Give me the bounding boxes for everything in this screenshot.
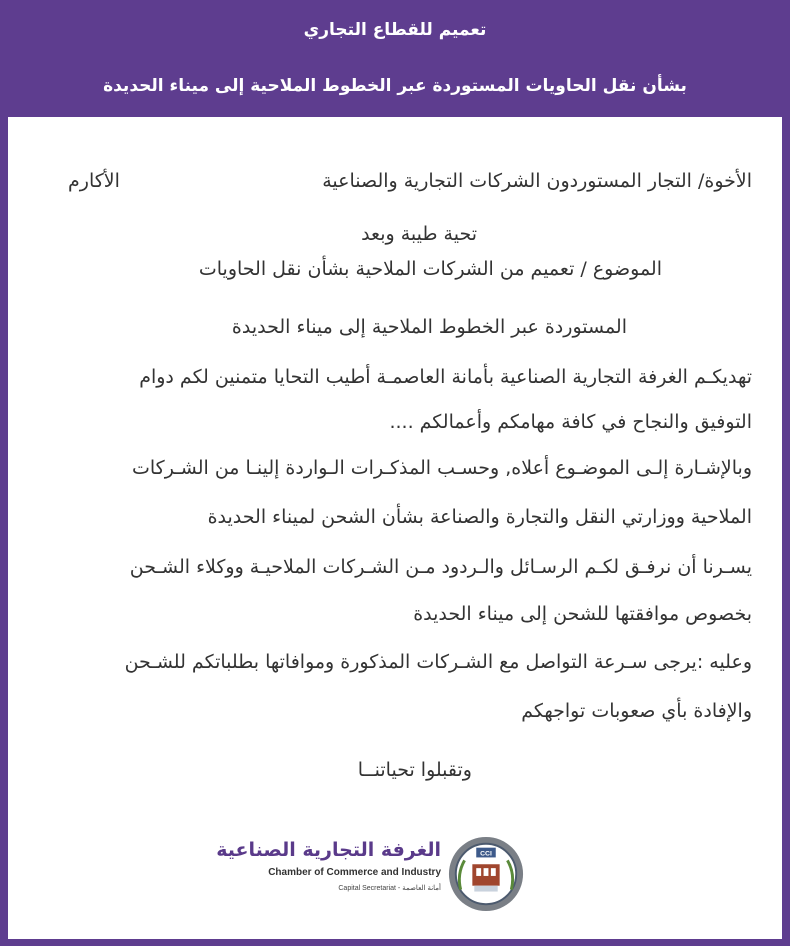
header-title: تعميم للقطاع التجاري (303, 20, 487, 40)
body-line: التوفيق والنجاح في كافة مهامكم وأعمالكم .... (389, 411, 752, 433)
body-line: والإفادة بأي صعوبات تواجهكم (521, 700, 752, 722)
body-line: الملاحية ووزارتي النقل والتجارة والصناعة بشأن الشحن لميناء الحديدة (207, 506, 752, 528)
header-subject: بشأن نقل الحاويات المستوردة عبر الخطوط الملاحية إلى ميناء الحديدة (103, 76, 687, 96)
letter-card (8, 117, 782, 939)
body-line: وبالإشـارة إلـى الموضـوع أعلاه, وحسـب المذكـرات الـواردة إلينـا من الشـركات (131, 457, 752, 479)
closing: وتقبلوا تحياتنــا (357, 759, 472, 781)
body-line: وعليه :يرجى سـرعة التواصل مع الشـركات المذكورة وموافاتها بطلباتكم للشـحن (124, 651, 752, 673)
subject-line-2: المستوردة عبر الخطوط الملاحية إلى ميناء الحديدة (231, 316, 627, 338)
chamber-logo (216, 833, 533, 917)
greeting: تحية طيبة وبعد (361, 223, 477, 245)
header-banner (0, 0, 790, 117)
logo-subtitle: Capital Secretariat - أمانة العاصمة (338, 885, 441, 892)
logo-name-arabic: الغرفة التجارية الصناعية (216, 839, 441, 861)
body-line: يسـرنا أن نرفـق لكـم الرسـائل والـردود مـن الشـركات الملاحيـة ووكلاء الشـحن (129, 556, 752, 578)
addressee-honorific: الأكارم (68, 170, 120, 192)
body-line: تهديكـم الغرفة التجارية الصناعية بأمانة العاصمـة أطيب التحايا متمنين لكم دوام (139, 366, 752, 388)
body-line: بخصوص موافقتها للشحن إلى ميناء الحديدة (413, 603, 752, 625)
logo-name-english: Chamber of Commerce and Industry (268, 867, 441, 878)
addressee: الأخوة/ التجار المستوردون الشركات التجارية والصناعية (322, 170, 752, 192)
subject-line-1: الموضوع / تعميم من الشركات الملاحية بشأن نقل الحاويات (198, 258, 662, 280)
seal-text: CCI (480, 850, 492, 858)
chamber-seal-icon (447, 835, 525, 913)
